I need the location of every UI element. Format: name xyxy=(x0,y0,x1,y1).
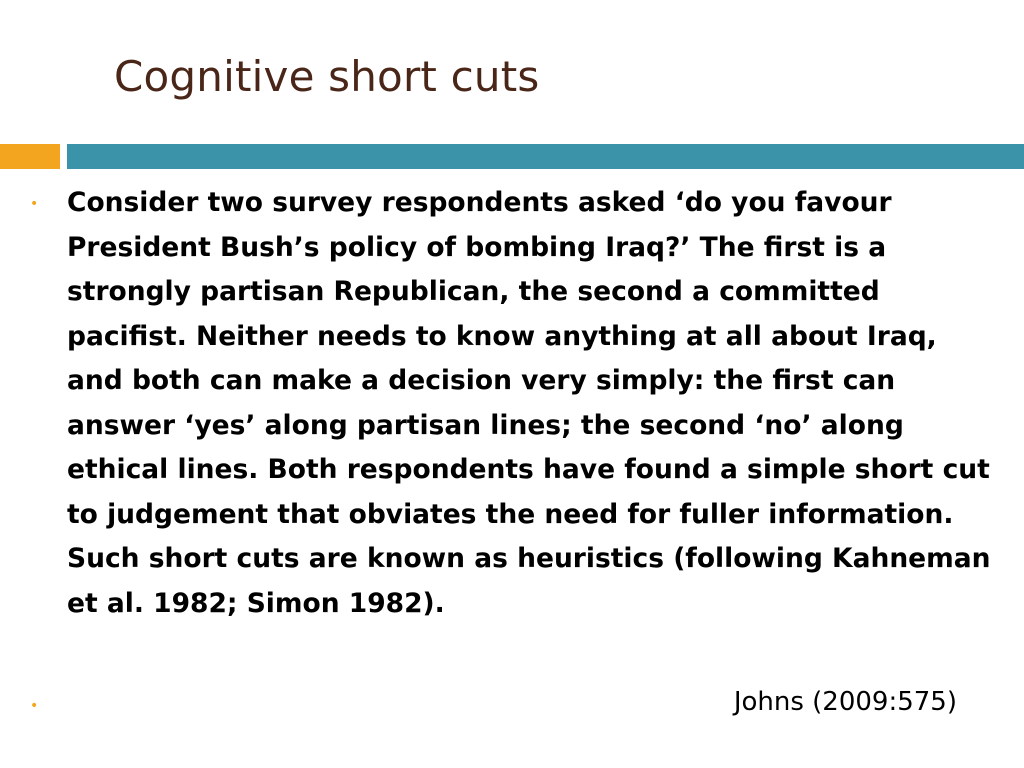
accent-bar-orange xyxy=(0,144,60,169)
bullet-marker: • xyxy=(30,698,39,714)
quote-paragraph: Consider two survey respondents asked ‘do you favour President Bush’s policy of bombing Iraq?’ The first is a strongly partisan Republican, the second a committed pacifist. Neither needs to know anything at all about Iraq, and both can make a decision very simply: the first can answer ‘yes’ along partisan lines; the second ‘no’ along ethical lines. Both respondents have found a simple short cut to judgement that obviates the need for fuller information. Such short cuts are known as heuristics (following Kahneman et al. 1982; Simon 1982). xyxy=(67,187,991,619)
bullet-marker: • xyxy=(30,196,39,212)
slide-title: Cognitive short cuts xyxy=(114,52,540,101)
citation: Johns (2009:575) xyxy=(733,687,957,717)
accent-bar-teal xyxy=(67,144,1024,169)
